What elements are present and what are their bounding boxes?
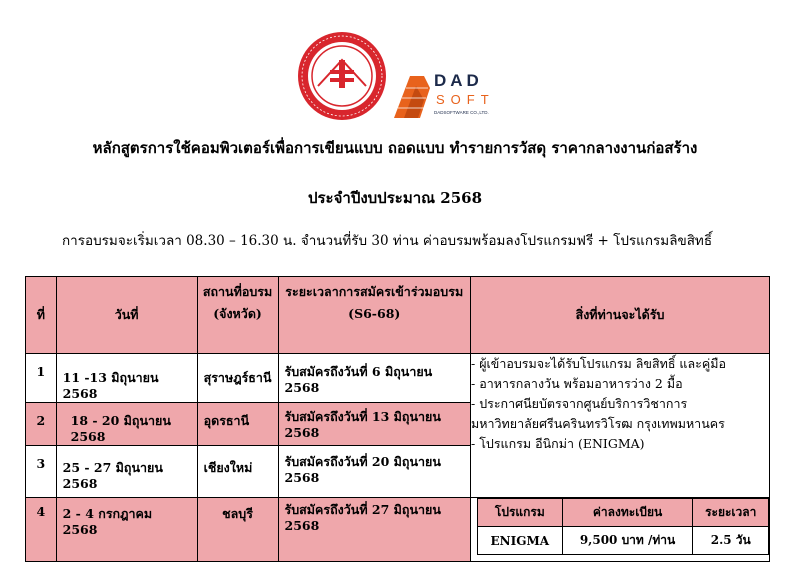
dad-soft-logo: [390, 62, 510, 122]
table-row: [26, 498, 770, 562]
header-benefits: สิ่งที่ท่านจะได้รับ: [471, 277, 770, 354]
price-header-row: [478, 499, 769, 527]
header-location: สถานที่อบรม (จังหวัด): [197, 277, 278, 354]
benefit-item: - ประกาศนียบัตรจากศูนย์บริการวิชาการ: [471, 396, 688, 411]
row-no: 1: [36, 364, 46, 379]
page-title: หลักสูตรการใช้คอมพิวเตอร์เพื่อการเขียนแบบ ถอดแบบ ทำรายการวัสดุ ราคากลางงานก่อสร้าง: [92, 139, 698, 157]
row-registration: รับสมัครถึงวันที่ 13 มิถุนายน 2568: [284, 409, 441, 440]
benefits-cell: [471, 354, 770, 498]
price-cell: [471, 498, 770, 562]
row-location: ชลบุรี: [222, 506, 253, 521]
row-date: 2 - 4 กรกฎาคม 2568: [62, 506, 153, 537]
benefit-item: - อาหารกลางวัน พร้อมอาหารว่าง 2 มื้อ: [471, 376, 683, 391]
dad-brand-text: DAD: [434, 71, 483, 90]
row-date: 11 -13 มิถุนายน 2568: [62, 370, 159, 401]
row-location: อุดรธานี: [203, 413, 250, 428]
header-date: วันที่: [56, 277, 197, 354]
row-no: 3: [36, 456, 46, 471]
price-header: ค่าลงทะเบียน: [562, 499, 693, 527]
row-registration: รับสมัครถึงวันที่ 27 มิถุนายน 2568: [284, 502, 441, 533]
table-row: [26, 354, 770, 403]
price-program: ENIGMA: [478, 527, 563, 555]
header-logos: [0, 28, 790, 128]
price-header: โปรแกรม: [478, 499, 563, 527]
dad-company-text: DADSOFTWARE CO.,LTD.: [434, 110, 489, 115]
price-header: ระยะเวลา: [693, 499, 769, 527]
row-no: 4: [36, 504, 46, 519]
price-duration: 2.5 วัน: [693, 527, 769, 555]
row-registration: รับสมัครถึงวันที่ 20 มิถุนายน 2568: [284, 454, 441, 485]
row-date: 18 - 20 มิถุนายน 2568: [70, 413, 171, 444]
row-location: สุราษฎร์ธานี: [203, 370, 272, 385]
page-subtitle: ประจำปีงบประมาณ 2568: [307, 189, 483, 207]
benefit-item: - โปรแกรม อีนิกม่า (ENIGMA): [471, 436, 645, 451]
schedule-table: [25, 276, 770, 562]
row-no: 2: [36, 413, 46, 428]
header-registration: ระยะเวลาการสมัครเข้าร่วมอบรม (S6-68): [278, 277, 471, 354]
course-description: การอบรมจะเริ่มเวลา 08.30 – 16.30 น. จำนวนที่รับ 30 ท่าน ค่าอบรมพร้อมลงโปรแกรมฟรี + โปรแกรมลิขสิทธิ์: [62, 233, 713, 249]
price-row: [478, 527, 769, 555]
price-table: [477, 498, 769, 555]
table-header-row: [26, 277, 770, 354]
benefit-item: มหาวิทยาลัยศรีนครินทรวิโรฒ กรุงเทพมหานคร: [471, 416, 725, 431]
benefit-item: - ผู้เข้าอบรมจะได้รับโปรแกรม ลิขสิทธิ์ และคู่มือ: [471, 356, 726, 371]
row-date: 25 - 27 มิถุนายน 2568: [62, 460, 163, 491]
university-seal-logo: [296, 30, 388, 122]
dad-sub-text: SOFT: [436, 92, 495, 107]
price-fee: 9,500 บาท /ท่าน: [562, 527, 693, 555]
header-no: ที่: [26, 277, 57, 354]
row-location: เชียงใหม่: [203, 460, 253, 475]
row-registration: รับสมัครถึงวันที่ 6 มิถุนายน 2568: [284, 364, 433, 395]
